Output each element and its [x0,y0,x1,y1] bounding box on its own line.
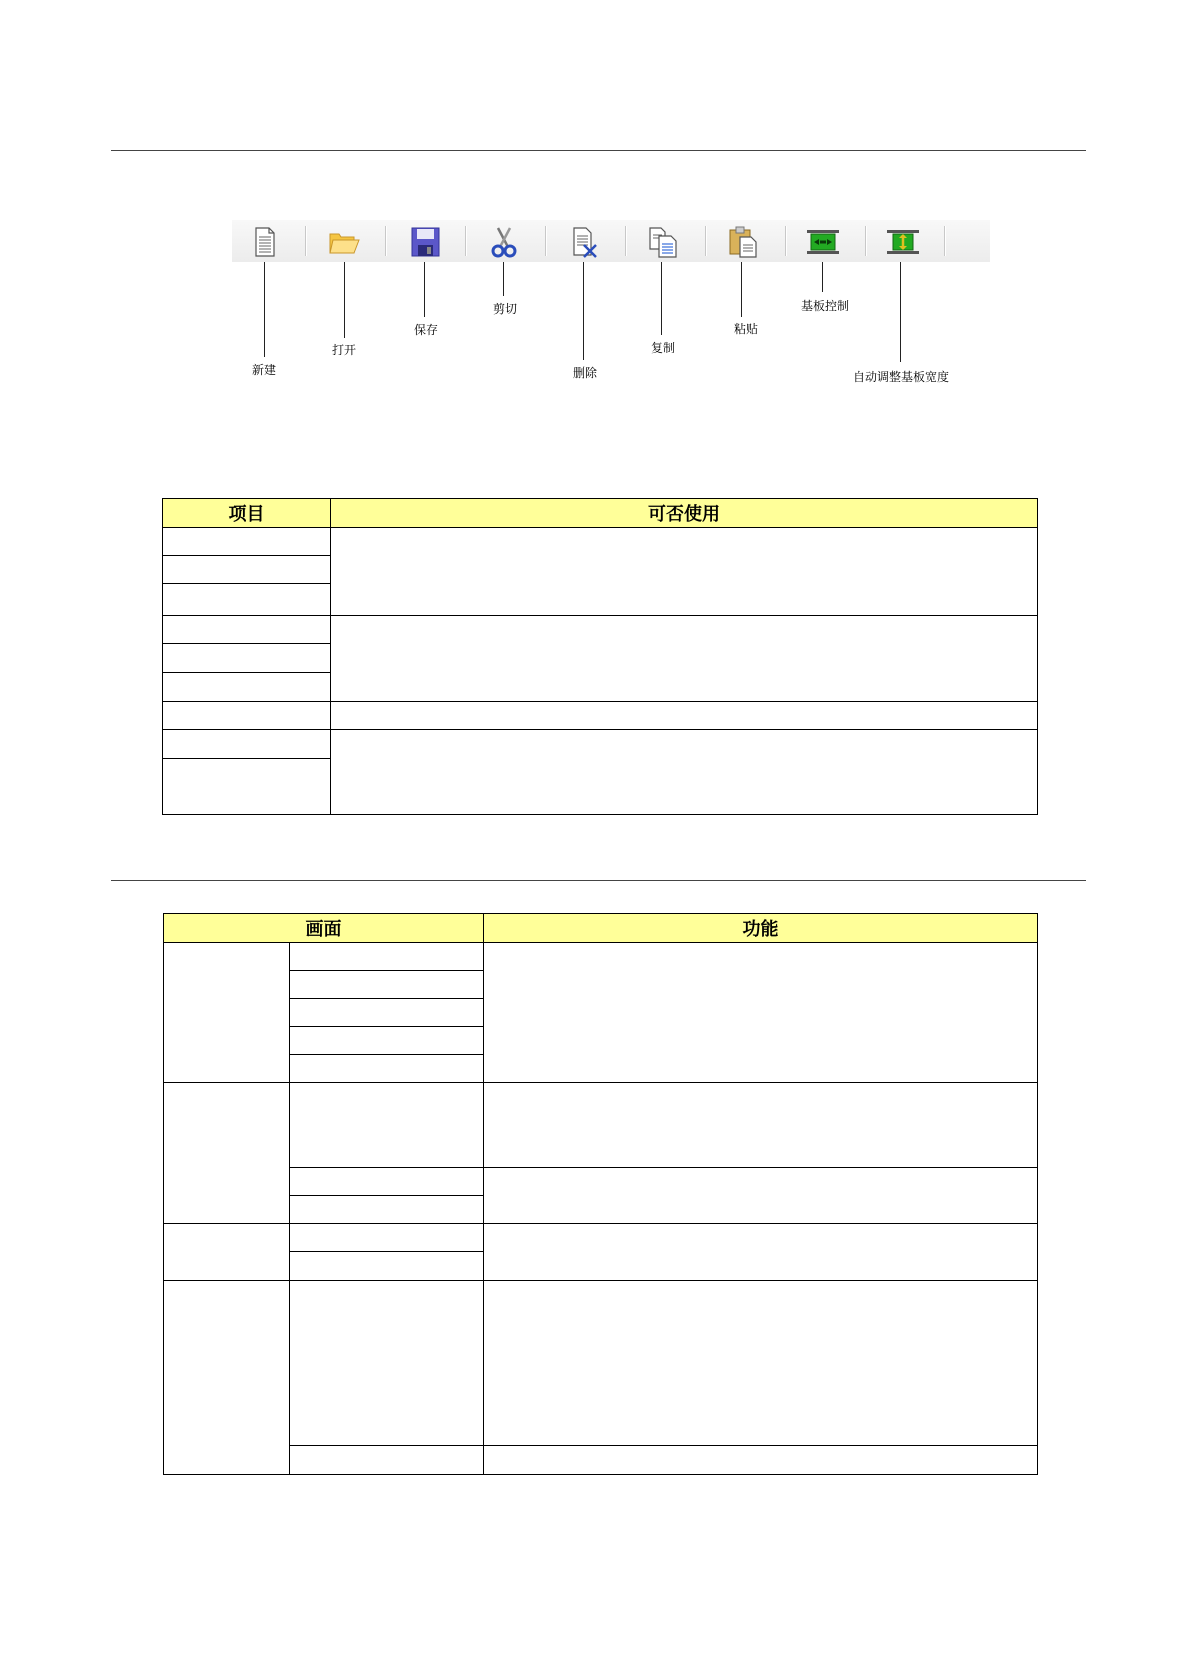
callout-line [822,262,823,292]
toolbar-separator [705,226,706,256]
table-cell [290,1027,484,1055]
callout-line [503,262,504,296]
toolbar [232,220,990,262]
screen-function-table [163,913,1038,1475]
label-paste: 粘贴 [733,322,759,336]
board-control-button[interactable] [806,225,840,259]
label-auto-width: 自动调整基板宽度 [852,370,950,384]
table-cell [163,730,331,759]
table1-header-item: 项目 [163,499,331,528]
table2-header-screen: 画面 [164,914,484,943]
label-copy: 复制 [650,341,676,355]
toolbar-separator [385,226,386,256]
label-save: 保存 [413,323,439,337]
table1-header-availability: 可否使用 [331,499,1038,528]
table-cell [164,943,290,1083]
table-cell [163,528,331,556]
callout-line [583,262,584,360]
toolbar-separator [465,226,466,256]
table-cell [331,730,1038,815]
table-cell [331,528,1038,616]
table-cell [484,1224,1038,1281]
cut-button[interactable] [487,225,521,259]
label-delete: 删除 [572,366,598,380]
table-cell [484,1281,1038,1446]
table-cell [290,1083,484,1168]
table-cell [163,616,331,644]
table-cell [290,1224,484,1252]
table-cell [164,1224,290,1281]
table-cell [163,556,331,584]
label-cut: 剪切 [492,302,518,316]
table-cell [164,1083,290,1224]
copy-button[interactable] [646,225,680,259]
delete-document-icon [567,225,601,259]
callout-line [424,262,425,317]
toolbar-separator [944,226,945,256]
table-cell [290,971,484,999]
board-control-icon [806,225,840,259]
open-button[interactable] [327,225,361,259]
table-cell [484,1168,1038,1224]
table-cell [163,759,331,815]
open-folder-icon [327,225,361,259]
save-button[interactable] [408,225,442,259]
table-cell [164,1281,290,1475]
paste-button[interactable] [726,225,760,259]
table-cell [163,584,331,616]
toolbar-separator [785,226,786,256]
label-board-control: 基板控制 [800,299,850,313]
top-rule [111,150,1086,151]
table-cell [290,1252,484,1281]
table2-header-function: 功能 [484,914,1038,943]
toolbar-separator [305,226,306,256]
copy-icon [646,225,680,259]
new-button[interactable] [247,225,281,259]
table-cell [290,1281,484,1446]
section-rule [111,880,1086,881]
toolbar-separator [625,226,626,256]
table-cell [484,1083,1038,1168]
table-cell [290,943,484,971]
callout-line [344,262,345,338]
label-open: 打开 [331,343,357,357]
table-cell [290,999,484,1027]
delete-button[interactable] [567,225,601,259]
availability-table [162,498,1038,815]
paste-clipboard-icon [726,225,760,259]
callout-line [900,262,901,362]
new-document-icon [247,225,281,259]
callout-line [661,262,662,335]
toolbar-separator [545,226,546,256]
table-cell [331,702,1038,730]
table-cell [163,702,331,730]
table-cell [290,1196,484,1224]
table-cell [484,1446,1038,1475]
table-cell [331,616,1038,702]
table-cell [290,1168,484,1196]
table-cell [163,644,331,673]
auto-width-icon [886,225,920,259]
scissors-icon [487,225,521,259]
save-disk-icon [408,225,442,259]
callout-line [741,262,742,317]
table-cell [484,943,1038,1083]
table-cell [290,1446,484,1475]
auto-width-button[interactable] [886,225,920,259]
table-cell [290,1055,484,1083]
table-cell [163,673,331,702]
label-new: 新建 [251,363,277,377]
callout-line [264,262,265,357]
toolbar-separator [865,226,866,256]
